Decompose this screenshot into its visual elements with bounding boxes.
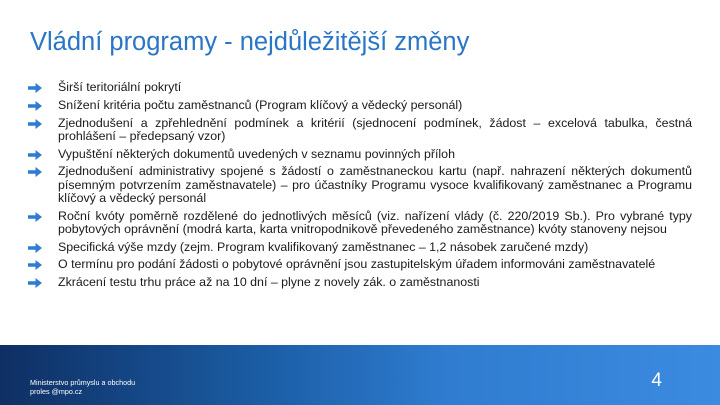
arrow-right-icon — [27, 242, 43, 254]
bullet-text: Roční kvóty poměrně rozdělené do jednotlivých měsíců (viz. nařízení vlády (č. 220/2019 Sb.). Pro vybrané typy pobytových oprávnění (modrá karta, karta vnitropodnikově převedeného zaměstnance) kvóty stanoveny nejsou — [58, 208, 692, 236]
bullet-item — [52, 241, 692, 254]
arrow-right-icon — [27, 82, 43, 94]
bullet-item — [52, 165, 692, 205]
footer-ministry: Ministerstvo průmyslu a obchodu — [30, 378, 136, 387]
footer-email: proles @mpo.cz — [30, 387, 83, 396]
bullet-list — [52, 81, 692, 294]
arrow-right-icon — [27, 211, 43, 223]
footer-band — [0, 345, 720, 405]
bullet-item — [52, 81, 692, 94]
page-number: 4 — [651, 370, 662, 391]
bullet-text: Snížení kritéria počtu zaměstnanců (Program klíčový a vědecký personál) — [58, 97, 463, 112]
bullet-text: Specifická výše mzdy (zejm. Program kvalifikovaný zaměstnanec – 1,2 násobek zaručené mzdy) — [58, 239, 589, 254]
arrow-right-icon — [27, 118, 43, 130]
bullet-item — [52, 210, 692, 236]
arrow-right-icon — [27, 166, 43, 178]
arrow-right-icon — [27, 277, 43, 289]
bullet-item — [52, 148, 692, 161]
bullet-item — [52, 276, 692, 289]
arrow-right-icon — [27, 259, 43, 271]
footer-contact — [30, 378, 135, 396]
bullet-text: Vypuštění některých dokumentů uvedených v seznamu povinných příloh — [58, 146, 455, 161]
slide-title: Vládní programy - nejdůležitější změny — [30, 28, 470, 56]
bullet-text: Zkrácení testu trhu práce až na 10 dní – plyne z novely zák. o zaměstnanosti — [58, 275, 480, 290]
arrow-right-icon — [27, 100, 43, 112]
bullet-text: Zjednodušení a zpřehlednění podmínek a kritérií (sjednocení podmínek, žádost – excelová tabulka, čestná prohlášení – předepsaný vzor) — [58, 115, 692, 143]
bullet-item — [52, 117, 692, 143]
bullet-item — [52, 99, 692, 112]
bullet-text: Širší teritoriální pokrytí — [58, 80, 182, 94]
arrow-right-icon — [27, 149, 43, 161]
bullet-text: Zjednodušení administrativy spojené s žádostí o zaměstnaneckou kartu (např. nahrazení některých dokumentů písemným potvrzením zaměstnavatele) – pro účastníky Programu vysoce kvalifikovaný zaměstnanec a Programu klíčový a vědecký personál — [58, 164, 692, 205]
bullet-item — [52, 258, 692, 271]
bullet-text: O termínu pro podání žádosti o pobytové oprávnění jsou zastupitelským úřadem informováni zaměstnavatelé — [58, 257, 656, 272]
